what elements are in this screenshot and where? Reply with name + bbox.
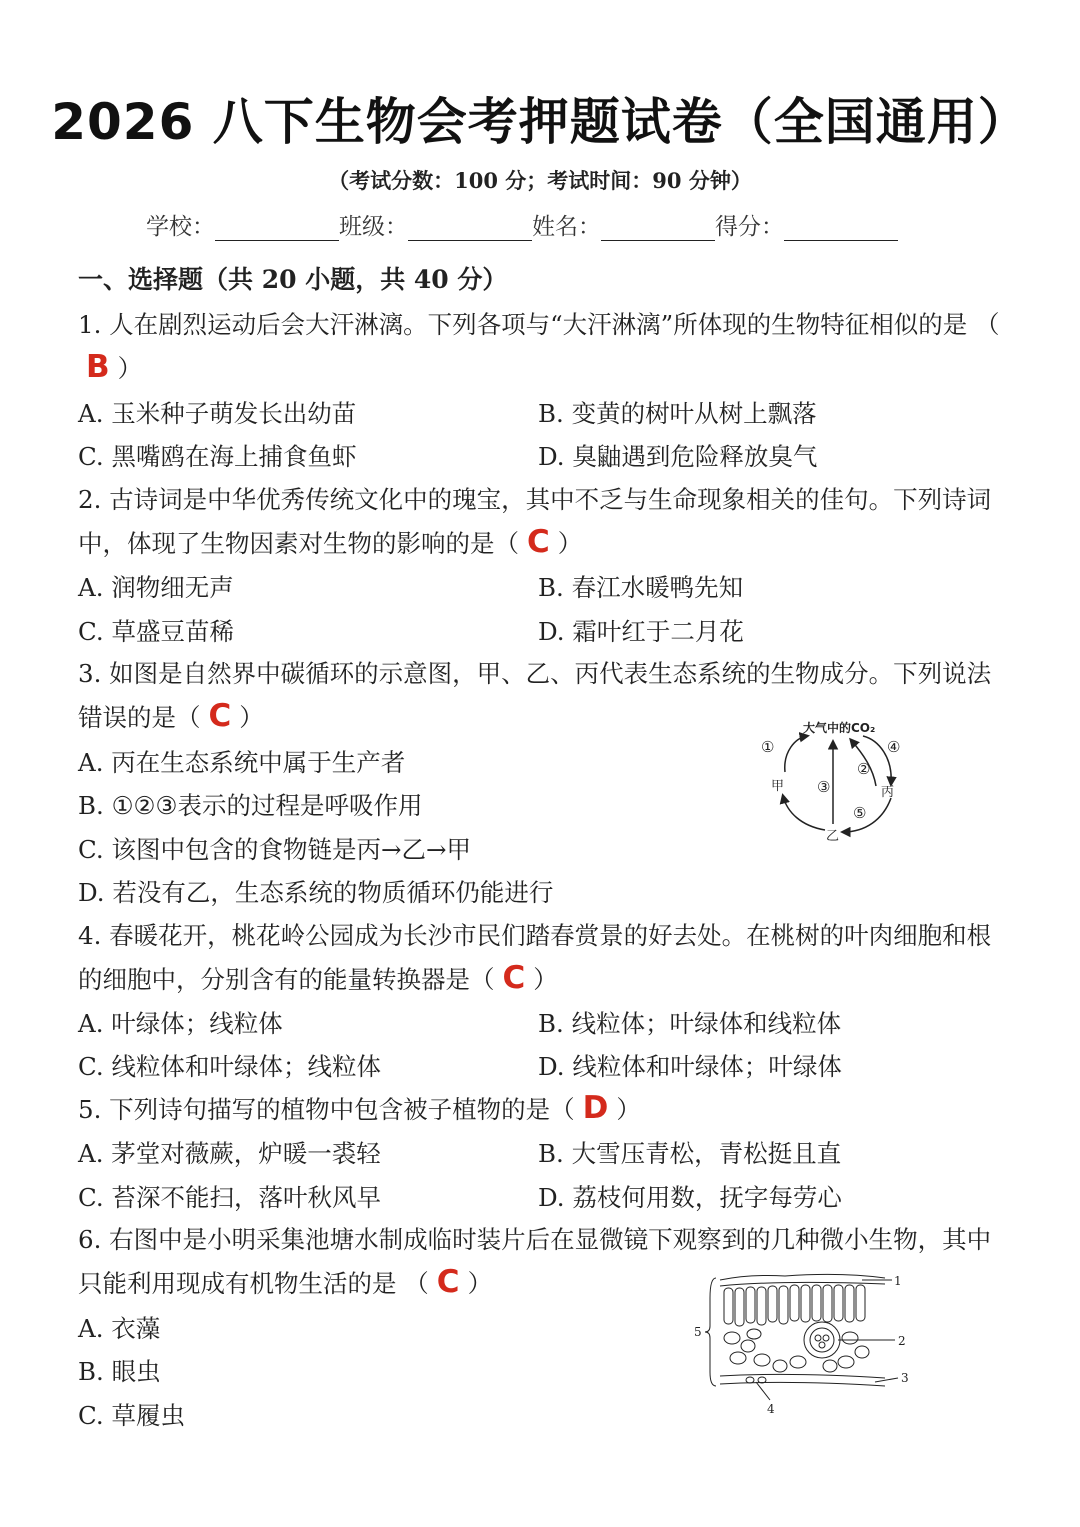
leader-3 — [875, 1378, 898, 1382]
process-5-label: ⑤ — [853, 804, 867, 822]
arrow-bing-to-yi — [843, 798, 891, 832]
leader-4 — [756, 1382, 770, 1400]
process-3-label: ③ — [817, 778, 831, 796]
leaf-cross-section-diagram — [690, 1268, 920, 1418]
exam-subtitle: （考试分数：100 分；考试时间：90 分钟） — [328, 168, 752, 193]
option-a: A. 衣藻 — [78, 1314, 161, 1343]
bracket-5 — [705, 1278, 716, 1386]
option-d: D. 若没有乙，生态系统的物质循环仍能进行 — [78, 878, 554, 907]
school-label: 学校： — [146, 214, 215, 240]
upper-epidermis-line — [720, 1274, 885, 1280]
option-b: B. 线粒体；叶绿体和线粒体 — [538, 1009, 842, 1038]
label-4: 4 — [767, 1402, 775, 1416]
option-a: A. 玉米种子萌发长出幼苗 — [78, 399, 357, 428]
option-c: C. 苔深不能扫，落叶秋风早 — [78, 1183, 381, 1212]
student-info-line — [146, 208, 898, 241]
label-5: 5 — [694, 1325, 702, 1339]
question-close: ） — [557, 529, 583, 558]
organism-bing-label: 丙 — [881, 785, 895, 800]
lower-epidermis-line — [720, 1382, 885, 1386]
question-5 — [78, 1087, 1008, 1131]
answer-mark: D — [582, 1090, 609, 1126]
arrow-yi-to-jia — [783, 796, 825, 830]
question-close: ） — [239, 703, 264, 732]
option-d: D. 臭鼬遇到危险释放臭气 — [538, 442, 818, 471]
arrow-jia-to-co2 — [785, 736, 807, 772]
name-label: 姓名： — [532, 214, 601, 240]
option-b: B. 眼虫 — [78, 1357, 161, 1386]
question-1 — [78, 303, 1008, 390]
class-blank — [408, 214, 532, 241]
class-label: 班级： — [339, 214, 408, 240]
question-stem: 5. 下列诗句描写的植物中包含被子植物的是（ — [78, 1095, 575, 1124]
question-stem: 2. 古诗词是中华优秀传统文化中的瑰宝，其中不乏与生命现象相关的佳句。下列诗词中，体现了生物因素对生物的影响的是（ — [78, 485, 992, 558]
option-d: D. 线粒体和叶绿体；叶绿体 — [538, 1052, 842, 1081]
section-heading: 一、选择题（共 20 小题，共 40 分） — [78, 265, 508, 294]
answer-mark: B — [86, 349, 110, 385]
vein-bundle — [804, 1322, 840, 1358]
school-blank — [215, 214, 339, 241]
question-close: ） — [117, 354, 143, 383]
question-stem: 3. 如图是自然界中碳循环的示意图，甲、乙、丙代表生态系统的生物成分。下列说法错误的是（ — [78, 659, 992, 732]
option-a: A. 丙在生态系统中属于生产者 — [78, 748, 406, 777]
page-title: 2026 八下生物会考押题试卷（全国通用） — [51, 93, 1029, 151]
option-d: D. 霜叶红于二月花 — [538, 617, 744, 646]
option-b: B. 春江水暖鸭先知 — [538, 573, 744, 602]
option-c: C. 该图中包含的食物链是丙→乙→甲 — [78, 835, 472, 864]
score-blank — [784, 214, 898, 241]
organism-yi-label: 乙 — [826, 829, 840, 844]
spongy-layer — [724, 1329, 869, 1372]
name-blank — [601, 214, 715, 241]
question-stem: 1. 人在剧烈运动后会大汗淋漓。下列各项与“大汗淋漓”所体现的生物特征相似的是 （ — [78, 310, 1000, 339]
answer-mark: C — [208, 698, 232, 734]
label-3: 3 — [901, 1371, 909, 1385]
process-2-label: ② — [857, 760, 871, 778]
option-c: C. 草履虫 — [78, 1401, 185, 1430]
option-c: C. 黑嘴鸥在海上捕食鱼虾 — [78, 442, 357, 471]
option-d: D. 荔枝何用数，抚字每劳心 — [538, 1183, 842, 1212]
palisade-layer — [724, 1285, 865, 1326]
option-a: A. 叶绿体；线粒体 — [78, 1009, 283, 1038]
score-label: 得分： — [715, 214, 784, 240]
option-c: C. 线粒体和叶绿体；线粒体 — [78, 1052, 381, 1081]
organism-jia-label: 甲 — [771, 779, 785, 794]
question-close: ） — [616, 1095, 641, 1124]
question-2 — [78, 478, 1008, 565]
lower-epidermis-inner — [720, 1374, 885, 1378]
label-1: 1 — [894, 1274, 902, 1288]
carbon-cycle-diagram — [755, 712, 915, 844]
answer-mark: C — [527, 524, 550, 560]
label-2: 2 — [898, 1334, 906, 1348]
option-b: B. ①②③表示的过程是呼吸作用 — [78, 791, 423, 820]
process-1-label: ① — [761, 738, 775, 756]
option-c: C. 草盛豆苗稀 — [78, 617, 234, 646]
answer-mark: C — [436, 1264, 460, 1300]
process-4-label: ④ — [887, 738, 901, 756]
option-a: A. 茅堂对薇蕨，炉暖一裘轻 — [78, 1139, 381, 1168]
question-stem: 6. 右图中是小明采集池塘水制成临时装片后在显微镜下观察到的几种微小生物，其中只能利用现成有机物生活的是 （ — [78, 1225, 992, 1298]
question-close: ） — [533, 965, 558, 994]
option-a: A. 润物细无声 — [78, 573, 234, 602]
option-b: B. 大雪压青松，青松挺且直 — [538, 1139, 842, 1168]
question-4 — [78, 914, 1008, 1001]
answer-mark: C — [502, 960, 526, 996]
stoma-cell-left — [746, 1377, 754, 1383]
option-b: B. 变黄的树叶从树上飘落 — [538, 399, 817, 428]
question-close: ） — [467, 1269, 493, 1298]
atmosphere-co2-label: 大气中的CO₂ — [803, 721, 876, 735]
question-stem: 4. 春暖花开，桃花岭公园成为长沙市民们踏春赏景的好去处。在桃树的叶肉细胞和根的细胞中，分别含有的能量转换器是（ — [78, 921, 992, 994]
